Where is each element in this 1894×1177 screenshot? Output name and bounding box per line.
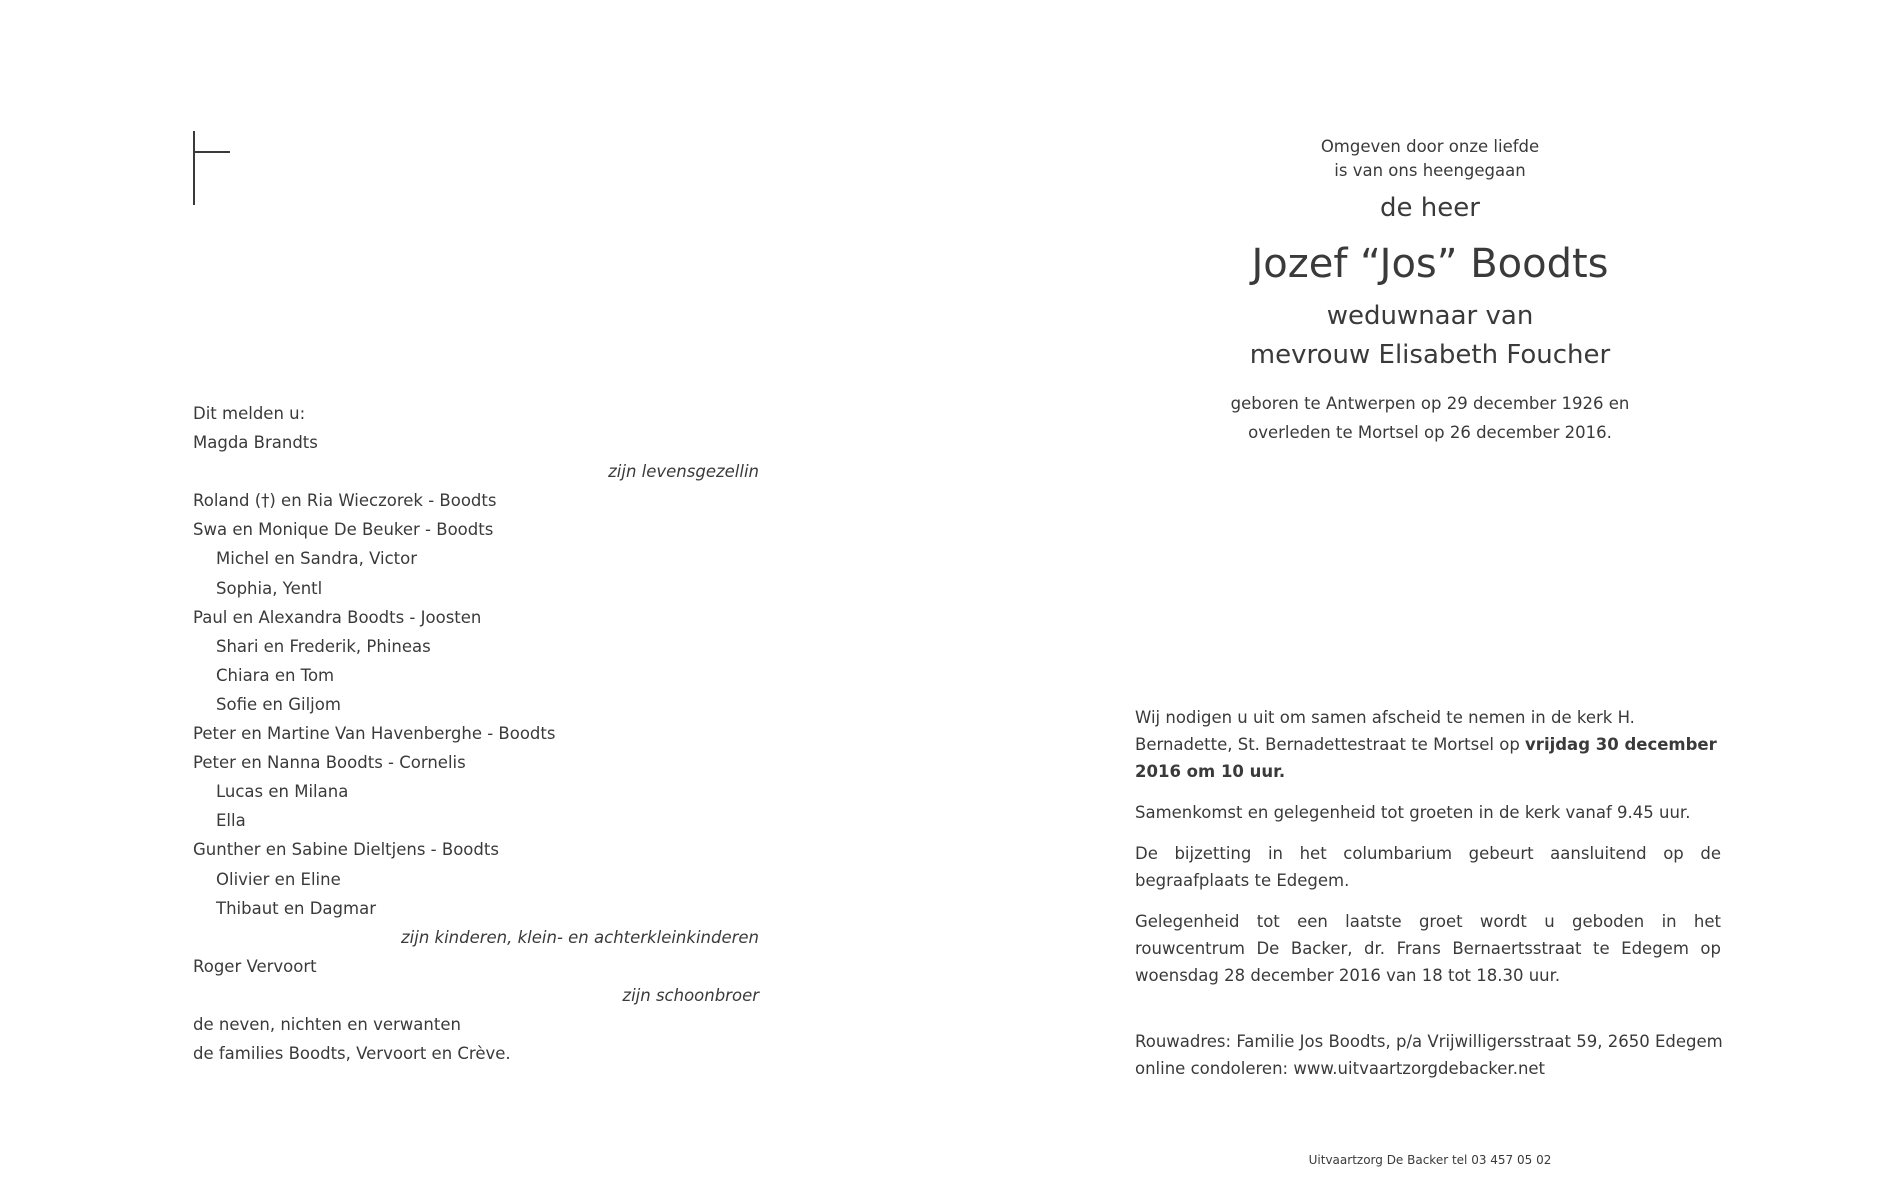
relation-label: zijn levensgezellin — [608, 462, 759, 482]
family-member-line: Magda Brandts — [193, 433, 318, 453]
family-member-line: Michel en Sandra, Victor — [216, 549, 418, 569]
ceremony-date: vrijdag 30 december 2016 om 10 uur. — [1135, 735, 1717, 781]
relation-label: zijn schoonbroer — [622, 985, 759, 1005]
undertaker-footer: Uitvaartzorg De Backer tel 03 457 05 02 — [1308, 1153, 1552, 1167]
widow-of — [1130, 297, 1730, 374]
gathering-paragraph: Samenkomst en gelegenheid tot groeten in de kerk vanaf 9.45 uur. — [1135, 803, 1691, 822]
family-member-line: Thibaut en Dagmar — [216, 898, 376, 918]
intro-line: Omgeven door onze liefde — [1320, 137, 1540, 156]
family-member-line: Ella — [216, 811, 246, 831]
family-member-line: Peter en Nanna Boodts - Cornelis — [193, 753, 466, 773]
intro-line: is van ons heengegaan — [1334, 161, 1526, 180]
family-member-line: de neven, nichten en verwanten — [193, 1014, 461, 1034]
ceremony-paragraph — [1135, 704, 1721, 785]
family-member-line: Shari en Frederik, Phineas — [216, 636, 431, 656]
family-member-line: de families Boodts, Vervoort en Crève. — [193, 1044, 511, 1064]
family-member-line: Paul en Alexandra Boodts - Joosten — [193, 607, 482, 627]
online-condolence: online condoleren: www.uitvaartzorgdebacker.net — [1135, 1059, 1546, 1078]
family-member-line: Sofie en Giljom — [216, 694, 341, 714]
family-member-line: Gunther en Sabine Dieltjens - Boodts — [193, 840, 499, 860]
family-member-line: Roland (†) en Ria Wieczorek - Boodts — [193, 491, 497, 511]
address-block — [1135, 1028, 1721, 1082]
family-member-line: Swa en Monique De Beuker - Boodts — [193, 520, 494, 540]
intro-text — [1130, 135, 1730, 183]
deceased-name: Jozef “Jos” Boodts — [1251, 241, 1609, 287]
family-member-line: Dit melden u: — [193, 404, 306, 423]
widow-line: mevrouw Elisabeth Foucher — [1249, 339, 1611, 370]
family-list — [193, 399, 759, 1068]
family-member-line: Olivier en Eline — [216, 869, 341, 889]
death-line: overleden te Mortsel op 26 december 2016. — [1248, 423, 1612, 442]
birth-death — [1130, 389, 1730, 447]
birth-line: geboren te Antwerpen op 29 december 1926 en — [1230, 394, 1630, 413]
title-prefix: de heer — [1380, 193, 1480, 223]
family-member-line: Chiara en Tom — [216, 665, 335, 685]
farewell-paragraph: Gelegenheid tot een laatste groet wordt u geboden in het rouwcentrum De Backer, dr. Frans Bernaertsstraat te Edegem op woensdag 28 december 2016 van 18 tot 18.30 uur. — [1135, 912, 1721, 985]
burial-paragraph: De bijzetting in het columbarium gebeurt aansluitend op de begraafplaats te Edegem. — [1135, 844, 1721, 890]
mourning-address: Rouwadres: Familie Jos Boodts, p/a Vrijwilligersstraat 59, 2650 Edegem — [1135, 1032, 1723, 1051]
family-member-line: Lucas en Milana — [216, 782, 349, 802]
family-member-line: Peter en Martine Van Havenberghe - Boodts — [193, 724, 556, 744]
family-member-line: Roger Vervoort — [193, 956, 317, 976]
widow-line: weduwnaar van — [1326, 301, 1534, 331]
ceremony-info — [1135, 704, 1721, 1082]
relation-label: zijn kinderen, klein- en achterkleinkinderen — [400, 927, 759, 947]
family-member-line: Sophia, Yentl — [216, 578, 323, 598]
ceremony-text: Wij nodigen u uit om samen afscheid te nemen in de kerk H. Bernadette, St. Bernadettestraat te Mortsel op — [1135, 708, 1635, 754]
